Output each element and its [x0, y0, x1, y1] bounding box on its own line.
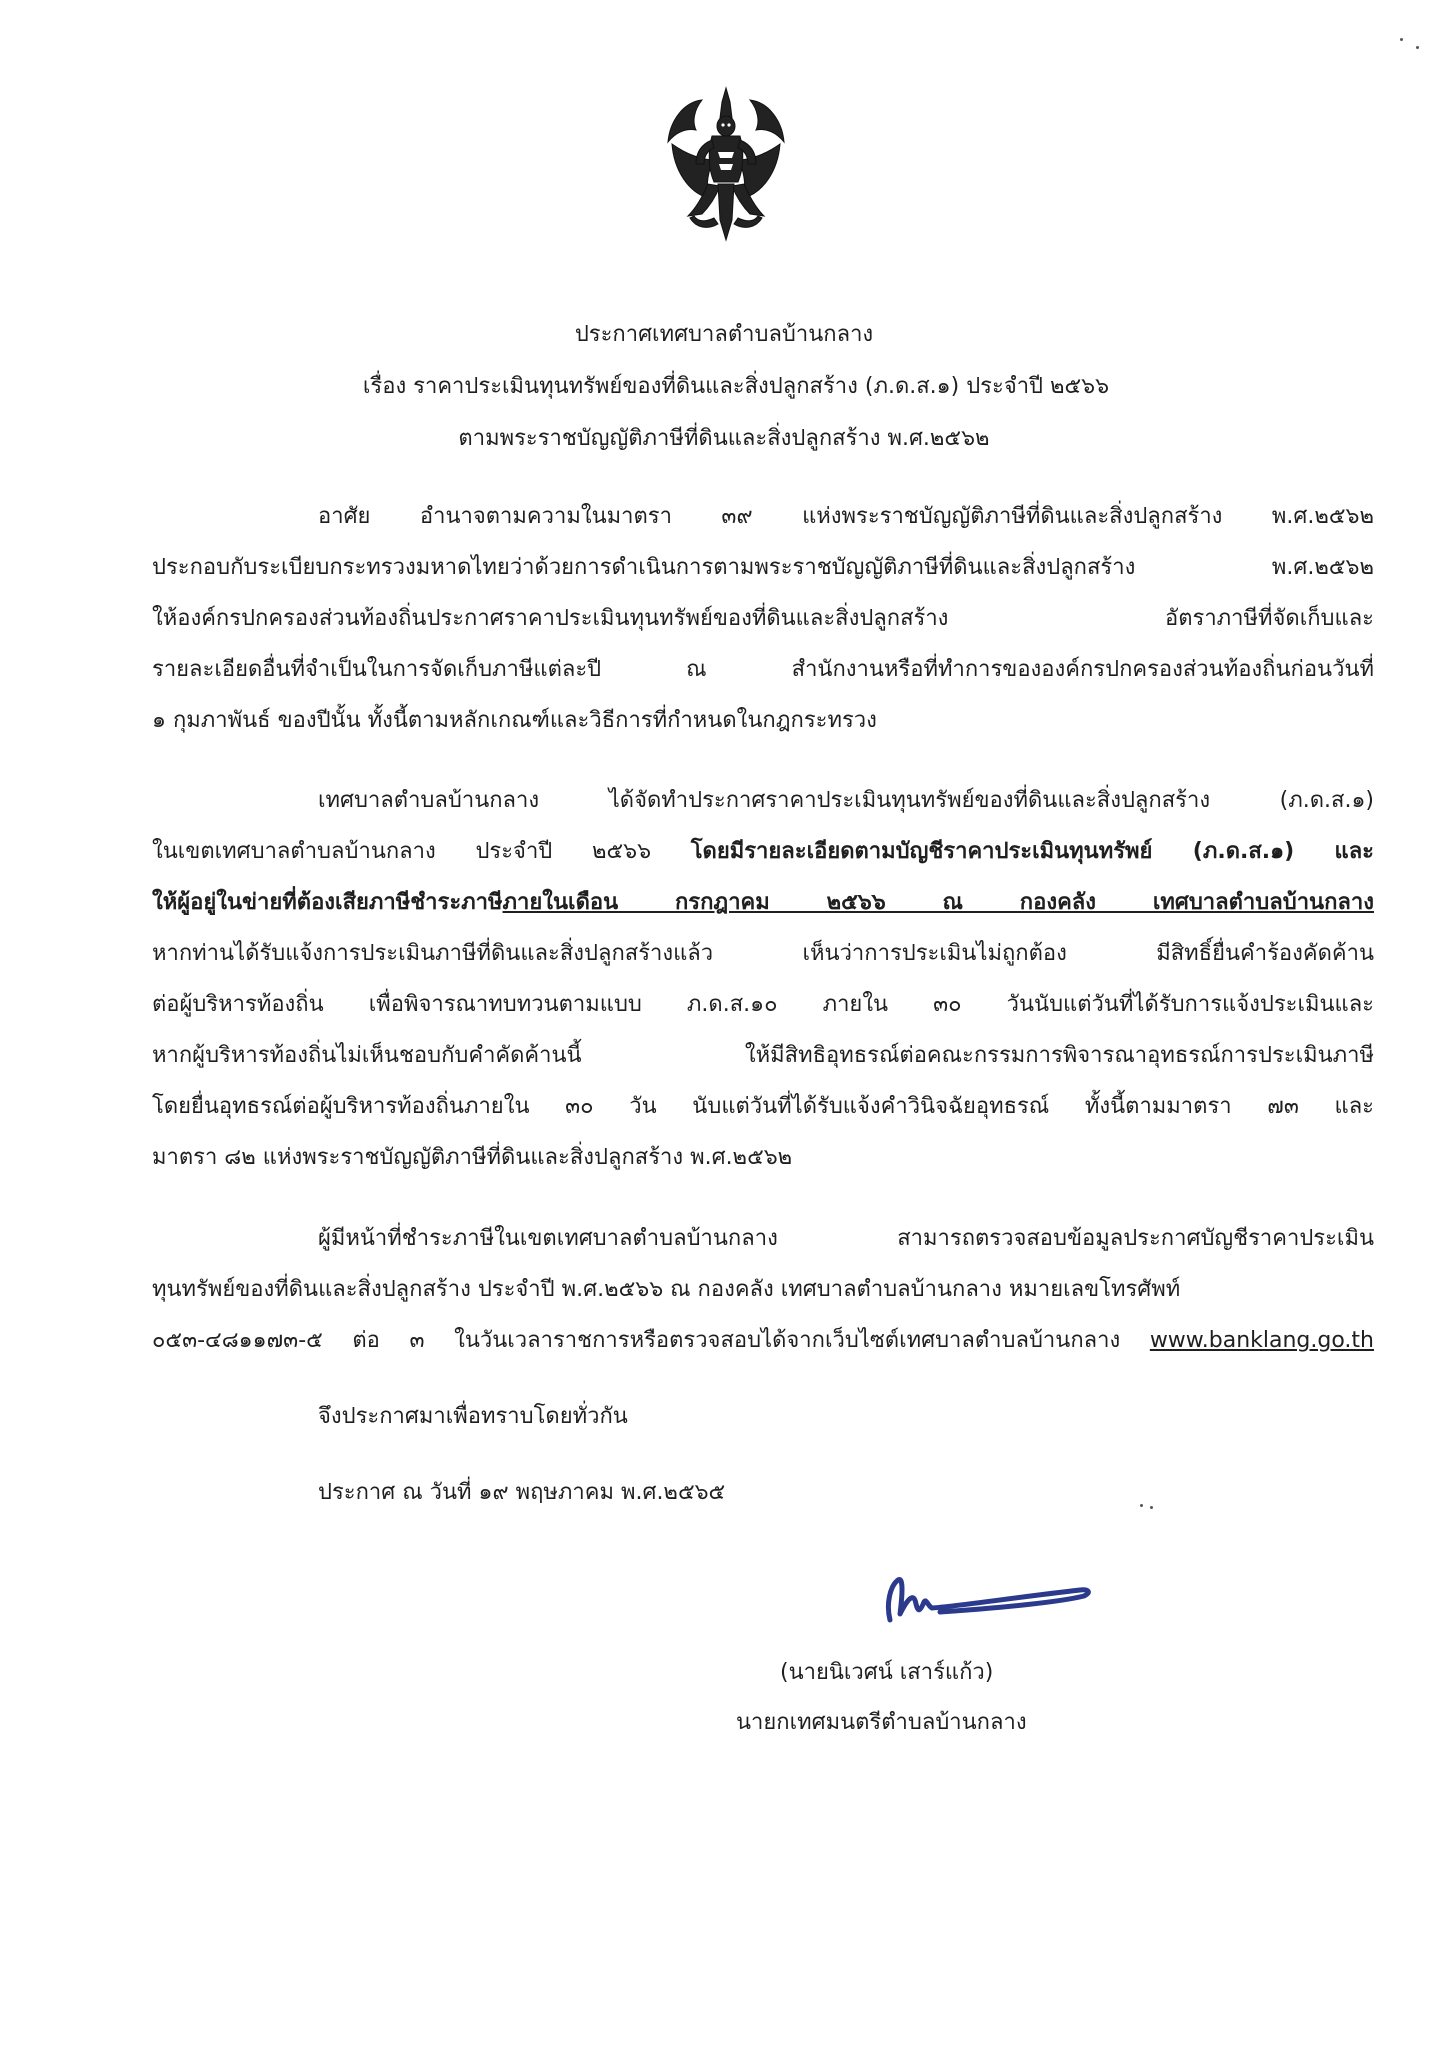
announcement-subject: เรื่อง ราคาประเมินทุนทรัพย์ของที่ดินและสิ่งปลูกสร้าง (ภ.ด.ส.๑) ประจำปี ๒๕๖๖: [362, 374, 1110, 399]
para3-line1: ผู้มีหน้าที่ชำระภาษีในเขตเทศบาลตำบลบ้านกลาง สามารถตรวจสอบข้อมูลประกาศบัญชีราคาประเมิน: [318, 1226, 1374, 1251]
scan-speck: [1150, 1506, 1153, 1509]
para2-line8: มาตรา ๘๒ แห่งพระราชบัญญัติภาษีที่ดินและสิ่งปลูกสร้าง พ.ศ.๒๕๖๒: [152, 1145, 793, 1170]
para2-line3-underlined: ภายในเดือน กรกฎาคม ๒๕๖๖ ณ กองคลัง เทศบาลตำบลบ้านกลาง: [502, 890, 1374, 915]
handwritten-signature: [880, 1568, 1100, 1628]
website-link[interactable]: www.banklang.go.th: [1149, 1328, 1374, 1353]
para3-line2: ทุนทรัพย์ของที่ดินและสิ่งปลูกสร้าง ประจำปี พ.ศ.๒๕๖๖ ณ กองคลัง เทศบาลตำบลบ้านกลาง หมายเลขโทรศัพท์: [152, 1277, 1181, 1302]
announcement-date: ประกาศ ณ วันที่ ๑๙ พฤษภาคม พ.ศ.๒๕๖๕: [318, 1480, 726, 1505]
scan-speck: [1140, 1504, 1143, 1507]
para1-line5: ๑ กุมภาพันธ์ ของปีนั้น ทั้งนี้ตามหลักเกณฑ์และวิธีการที่กำหนดในกฎกระทรวง: [152, 708, 877, 733]
garuda-emblem-icon: [662, 80, 790, 250]
para3-line3-text: ๐๕๓-๔๘๑๑๗๓-๕ ต่อ ๓ ในวันเวลาราชการหรือตรวจสอบได้จากเว็บไซต์เทศบาลตำบลบ้านกลาง: [152, 1328, 1150, 1353]
para1-line2: ประกอบกับระเบียบกระทรวงมหาดไทยว่าด้วยการดำเนินการตามพระราชบัญญัติภาษีที่ดินและสิ่งปลูกสร้าง พ.ศ.๒๕๖๒: [152, 555, 1374, 580]
signatory-title: นายกเทศมนตรีตำบลบ้านกลาง: [736, 1710, 1027, 1735]
closing-text: จึงประกาศมาเพื่อทราบโดยทั่วกัน: [318, 1404, 628, 1429]
scan-speck: [1416, 46, 1419, 49]
para1-line1: อาศัย อำนาจตามความในมาตรา ๓๙ แห่งพระราชบัญญัติภาษีที่ดินและสิ่งปลูกสร้าง พ.ศ.๒๕๖๒: [318, 504, 1374, 529]
para2-line2-bold: โดยมีรายละเอียดตามบัญชีราคาประเมินทุนทรัพย์ (ภ.ด.ส.๑) และ: [690, 839, 1374, 864]
para3-line3: [152, 1324, 1374, 1358]
para2-line3-bold: ให้ผู้อยู่ในข่ายที่ต้องเสียภาษีชำระภาษี: [152, 890, 503, 915]
para2-line7: โดยยื่นอุทธรณ์ต่อผู้บริหารท้องถิ่นภายใน ๓๐ วัน นับแต่วันที่ได้รับแจ้งคำวินิจฉัยอุทธรณ์ ทั้งนี้ตามมาตรา ๗๓ และ: [152, 1094, 1374, 1119]
para1-line3: ให้องค์กรปกครองส่วนท้องถิ่นประกาศราคาประเมินทุนทรัพย์ของที่ดินและสิ่งปลูกสร้าง อัตราภาษีที่จัดเก็บและ: [152, 606, 1374, 631]
para2-line6: หากผู้บริหารท้องถิ่นไม่เห็นชอบกับคำคัดค้านนี้ ให้มีสิทธิอุทธรณ์ต่อคณะกรรมการพิจารณาอุทธรณ์การประเมินภาษี: [152, 1043, 1374, 1068]
para2-line5: ต่อผู้บริหารท้องถิ่น เพื่อพิจารณาทบทวนตามแบบ ภ.ด.ส.๑๐ ภายใน ๓๐ วันนับแต่วันที่ได้รับการแจ้งประเมินและ: [152, 992, 1374, 1017]
para2-line3: [152, 886, 1374, 920]
scan-speck: [1400, 38, 1403, 41]
signatory-name: (นายนิเวศน์ เสาร์แก้ว): [780, 1660, 994, 1685]
para2-line4: หากท่านได้รับแจ้งการประเมินภาษีที่ดินและสิ่งปลูกสร้างแล้ว เห็นว่าการประเมินไม่ถูกต้อง มีสิทธิ์ยื่นคำร้องคัดค้าน: [152, 941, 1374, 966]
para2-line2-plain: ในเขตเทศบาลตำบลบ้านกลาง ประจำปี ๒๕๖๖: [152, 839, 691, 864]
announcement-title: ประกาศเทศบาลตำบลบ้านกลาง: [574, 322, 874, 347]
announcement-subject-act: ตามพระราชบัญญัติภาษีที่ดินและสิ่งปลูกสร้าง พ.ศ.๒๕๖๒: [458, 426, 990, 451]
para2-line1: เทศบาลตำบลบ้านกลาง ได้จัดทำประกาศราคาประเมินทุนทรัพย์ของที่ดินและสิ่งปลูกสร้าง (ภ.ด.ส.๑): [318, 788, 1374, 813]
para1-line4: รายละเอียดอื่นที่จำเป็นในการจัดเก็บภาษีแต่ละปี ณ สำนักงานหรือที่ทำการขององค์กรปกครองส่วนท้องถิ่นก่อนวันที่: [152, 657, 1374, 682]
para2-line2: [152, 835, 1374, 869]
